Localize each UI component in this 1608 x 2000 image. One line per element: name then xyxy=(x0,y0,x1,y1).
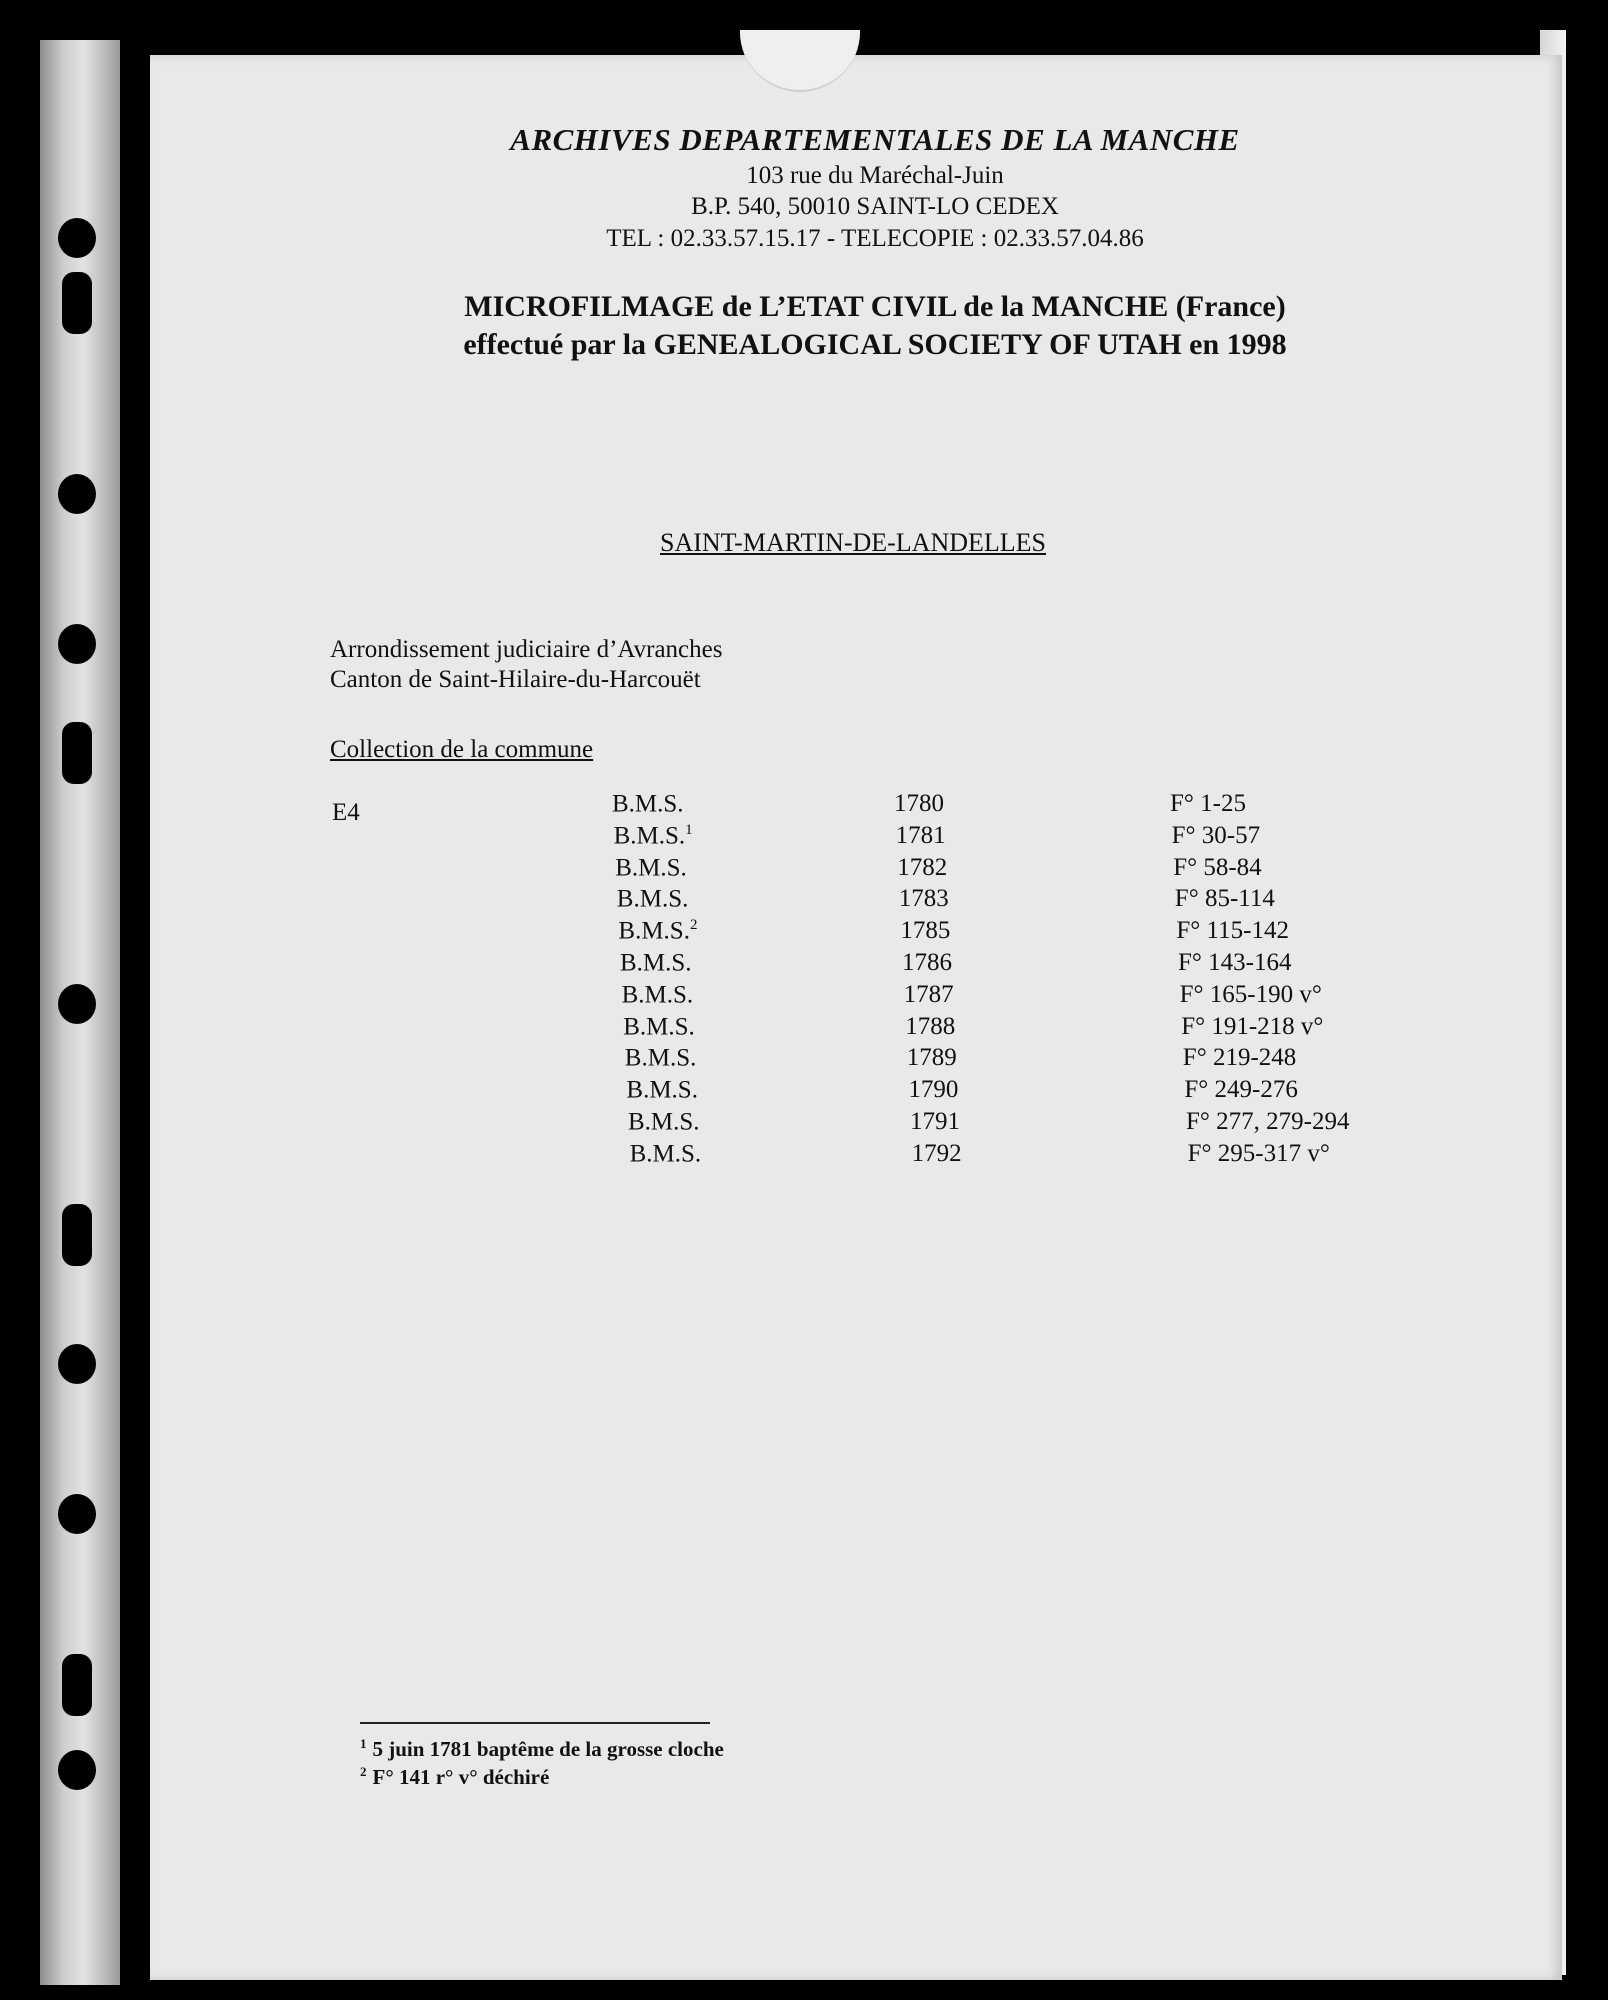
record-type-cell xyxy=(626,1076,698,1104)
punch-hole xyxy=(58,1494,96,1534)
record-type: B.M.S. xyxy=(626,1076,698,1104)
record-type-cell xyxy=(622,981,694,1009)
punch-hole xyxy=(62,1204,92,1266)
record-folio: F° 30-57 xyxy=(1171,821,1261,849)
footnote-mark: 2 xyxy=(360,1764,367,1779)
record-folio: F° 165-190 v° xyxy=(1179,980,1322,1008)
punch-hole xyxy=(58,984,96,1024)
record-folio: F° 1-25 xyxy=(1170,790,1246,817)
record-year: 1792 xyxy=(911,1139,962,1167)
record-year: 1780 xyxy=(894,790,944,817)
collection-heading: Collection de la commune xyxy=(330,736,594,763)
record-type: B.M.S. xyxy=(618,917,690,945)
record-type: B.M.S. xyxy=(612,790,684,818)
record-type: B.M.S. xyxy=(613,822,686,850)
record-year: 1789 xyxy=(906,1044,957,1072)
punch-hole xyxy=(58,624,96,664)
footnote xyxy=(360,1764,549,1790)
archive-address: 103 rue du Maréchal-Juin xyxy=(746,162,1004,189)
footnote-ref: 2 xyxy=(689,917,698,934)
punch-hole xyxy=(62,722,92,784)
punch-hole xyxy=(58,218,96,258)
record-folio: F° 143-164 xyxy=(1178,948,1292,976)
record-year: 1787 xyxy=(903,980,954,1008)
archive-postal: B.P. 540, 50010 SAINT-LO CEDEX xyxy=(691,193,1059,220)
record-type-cell xyxy=(620,949,692,977)
footnote-mark: 1 xyxy=(360,1736,367,1751)
record-year: 1790 xyxy=(908,1076,959,1104)
commune-name: SAINT-MARTIN-DE-LANDELLES xyxy=(660,528,1046,557)
footnote xyxy=(360,1736,724,1762)
record-year: 1788 xyxy=(905,1012,956,1040)
record-folio: F° 277, 279-294 xyxy=(1186,1107,1350,1135)
record-type: B.M.S. xyxy=(624,1044,697,1072)
record-type-cell xyxy=(625,1044,697,1072)
record-year: 1791 xyxy=(910,1107,960,1135)
microfilm-title-line2: effectué par la GENEALOGICAL SOCIETY OF UTAH en 1998 xyxy=(463,328,1287,361)
record-type-cell xyxy=(623,1013,695,1041)
archive-phone: TEL : 02.33.57.15.17 - TELECOPIE : 02.33.57.04.86 xyxy=(606,225,1144,252)
record-folio: F° 295-317 v° xyxy=(1187,1139,1330,1167)
record-folio: F° 191-218 v° xyxy=(1181,1012,1324,1040)
record-type-cell xyxy=(614,822,693,850)
record-year: 1783 xyxy=(898,885,949,913)
record-folio: F° 58-84 xyxy=(1173,853,1262,881)
arrondissement: Arrondissement judiciaire d’Avranches xyxy=(330,636,723,663)
punch-hole xyxy=(58,474,96,514)
record-folio: F° 249-276 xyxy=(1184,1076,1298,1104)
record-year: 1782 xyxy=(897,853,948,881)
record-type-cell xyxy=(630,1140,702,1168)
archive-title: ARCHIVES DEPARTEMENTALES DE LA MANCHE xyxy=(510,122,1240,157)
record-type-cell xyxy=(615,854,687,882)
microfilm-title-line1: MICROFILMAGE de L’ETAT CIVIL de la MANCHE (France) xyxy=(464,290,1286,323)
punch-hole xyxy=(62,1654,92,1716)
record-type: B.M.S. xyxy=(620,949,692,977)
footnote-rule xyxy=(360,1722,710,1724)
record-type: B.M.S. xyxy=(623,1012,695,1040)
record-type: B.M.S. xyxy=(615,853,687,881)
punch-hole xyxy=(58,1750,96,1790)
record-type-cell xyxy=(628,1108,700,1136)
record-type: B.M.S. xyxy=(621,981,694,1009)
canton: Canton de Saint-Hilaire-du-Harcouët xyxy=(330,666,701,693)
footnote-text: F° 141 r° v° déchiré xyxy=(372,1765,550,1789)
record-type-cell xyxy=(618,917,697,945)
punch-hole xyxy=(58,1344,96,1384)
record-year: 1781 xyxy=(895,821,946,849)
record-folio: F° 115-142 xyxy=(1176,917,1289,945)
record-type-cell xyxy=(617,885,689,913)
cote-label: E4 xyxy=(332,799,360,826)
footnote-text: 5 juin 1781 baptême de la grosse cloche xyxy=(372,1737,724,1761)
punch-hole xyxy=(62,272,92,334)
record-year: 1785 xyxy=(900,917,951,945)
record-type: B.M.S. xyxy=(616,885,689,913)
record-folio: F° 85-114 xyxy=(1174,885,1275,913)
record-type: B.M.S. xyxy=(629,1140,702,1168)
record-year: 1786 xyxy=(902,948,952,976)
record-folio: F° 219-248 xyxy=(1182,1044,1297,1072)
footnote-ref: 1 xyxy=(685,821,693,838)
record-type: B.M.S. xyxy=(628,1108,700,1136)
record-type-cell xyxy=(612,790,684,818)
